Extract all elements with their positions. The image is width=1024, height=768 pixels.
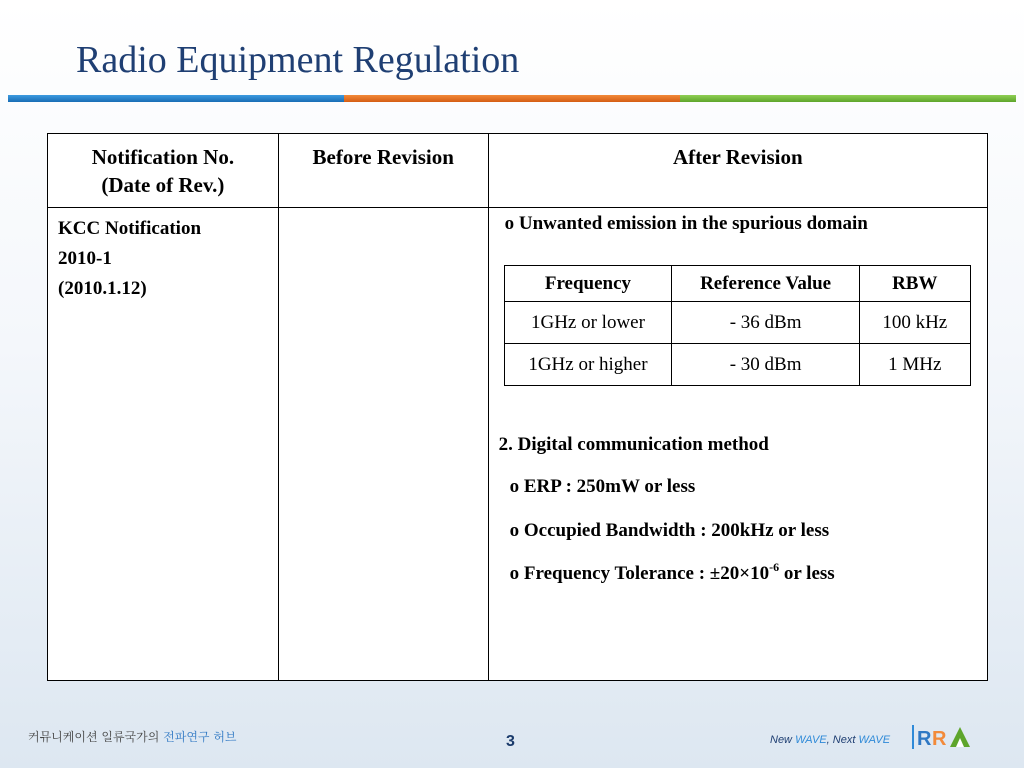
after-revision-cell bbox=[488, 208, 987, 681]
footer-tagline-highlight: 전파연구 허브 bbox=[163, 730, 237, 744]
spurious-domain-heading: o Unwanted emission in the spurious domain bbox=[504, 213, 868, 234]
bar-segment-orange bbox=[344, 95, 680, 102]
cell-reference-value: - 36 dBm bbox=[672, 302, 860, 344]
svg-text:R: R bbox=[917, 728, 932, 750]
cell-rbw: 1 MHz bbox=[859, 344, 970, 386]
page-number: 3 bbox=[506, 733, 515, 750]
bullet-frequency-tolerance bbox=[509, 560, 835, 585]
before-revision-cell bbox=[278, 208, 488, 681]
footer-tagline bbox=[28, 728, 237, 745]
slogan-mid: , Next bbox=[826, 734, 859, 746]
bar-segment-green bbox=[680, 95, 1016, 102]
spurious-header-row bbox=[504, 266, 970, 302]
notification-line1: KCC Notification bbox=[58, 218, 202, 239]
notification-line2: 2010-1 bbox=[58, 248, 112, 269]
col-reference-value: Reference Value bbox=[672, 266, 860, 302]
header-notification-line2: (Date of Rev.) bbox=[101, 173, 225, 197]
slogan-wave-2: WAVE bbox=[858, 734, 891, 746]
table-row bbox=[504, 302, 970, 344]
slogan-wave-1: WAVE bbox=[795, 734, 827, 746]
slogan-new: New bbox=[770, 734, 796, 746]
bullet-bandwidth: o Occupied Bandwidth : 200kHz or less bbox=[509, 520, 830, 541]
svg-text:R: R bbox=[932, 728, 947, 750]
footer-tagline-text: 커뮤니케이션 일류국가의 bbox=[28, 730, 164, 744]
cell-rbw: 100 kHz bbox=[859, 302, 970, 344]
header-notification-line1: Notification No. bbox=[91, 145, 235, 169]
cell-reference-value: - 30 dBm bbox=[672, 344, 860, 386]
header-row bbox=[48, 134, 988, 208]
bullet-erp: o ERP : 250mW or less bbox=[509, 476, 696, 497]
title-underline-bar bbox=[8, 95, 1016, 102]
tolerance-prefix: o Frequency Tolerance : ±20×10 bbox=[509, 563, 770, 584]
notification-cell bbox=[48, 208, 279, 681]
header-notification bbox=[48, 134, 279, 208]
tolerance-exponent: -6 bbox=[769, 560, 780, 574]
cell-frequency: 1GHz or higher bbox=[504, 344, 672, 386]
notification-line3: (2010.1.12) bbox=[58, 278, 147, 299]
col-frequency: Frequency bbox=[504, 266, 672, 302]
tolerance-suffix: or less bbox=[779, 563, 835, 584]
table-row bbox=[504, 344, 970, 386]
cell-frequency: 1GHz or lower bbox=[504, 302, 672, 344]
digital-method-heading: 2. Digital communication method bbox=[498, 434, 769, 455]
footer-slogan bbox=[770, 734, 890, 746]
regulation-table bbox=[47, 133, 988, 681]
body-row bbox=[48, 208, 988, 681]
bar-segment-blue bbox=[8, 95, 344, 102]
header-after-revision: After Revision bbox=[488, 134, 987, 208]
header-before-revision: Before Revision bbox=[278, 134, 488, 208]
slide-title: Radio Equipment Regulation bbox=[76, 39, 520, 81]
spurious-emission-table bbox=[504, 265, 971, 386]
col-rbw: RBW bbox=[859, 266, 970, 302]
rra-logo bbox=[912, 723, 990, 751]
